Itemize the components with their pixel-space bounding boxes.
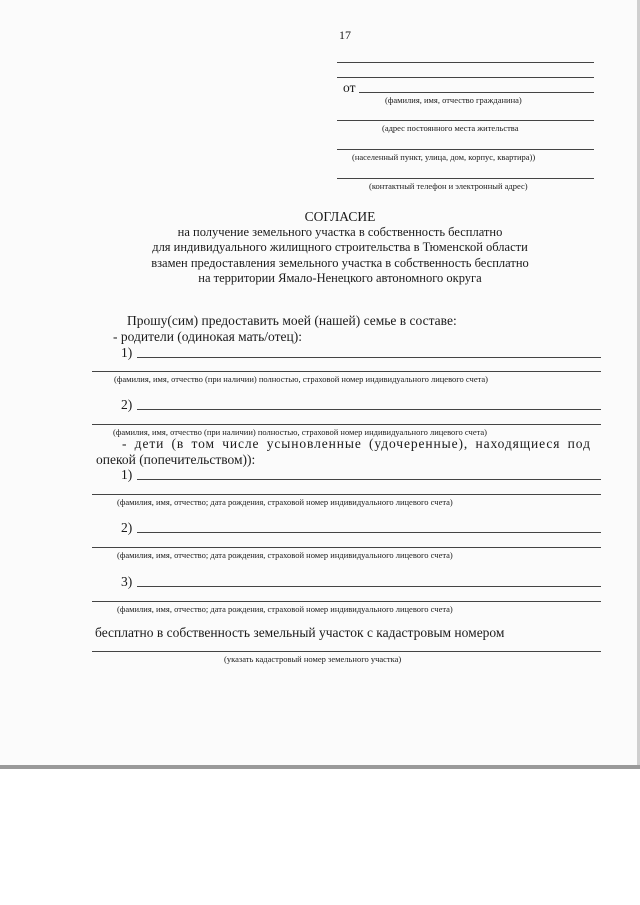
- child-1-line: [137, 479, 601, 480]
- cadastral-line: [92, 651, 601, 652]
- title-line: взамен предоставления земельного участка в собственность бесплатно: [151, 255, 529, 270]
- from-label: от: [343, 80, 356, 95]
- children-label-line-2: опекой (попечительством)):: [96, 452, 256, 467]
- child-3-number: 3): [121, 574, 133, 589]
- child-3-line: [137, 586, 601, 587]
- header-line-locality: [337, 149, 594, 150]
- header-line-fio: [359, 92, 594, 93]
- caption-address: (адрес постоянного места жительства: [382, 123, 519, 133]
- header-line-2: [337, 77, 594, 78]
- children-label-line-1: - дети (в том числе усыновленные (удочеренные), находящиеся под: [122, 436, 591, 451]
- title-line: на получение земельного участка в собственность бесплатно: [177, 224, 503, 239]
- child-3-line-2: [92, 601, 601, 602]
- title-line: на территории Ямало-Ненецкого автономного округа: [198, 271, 482, 285]
- parents-label: - родители (одинокая мать/отец):: [113, 329, 302, 344]
- parent-2-caption: (фамилия, имя, отчество (при наличии) полностью, страховой номер индивидуального лицевого счета): [113, 427, 488, 437]
- cadastral-text: бесплатно в собственность земельный участок с кадастровым номером: [95, 625, 505, 640]
- document-title: [60, 209, 620, 287]
- parent-1-caption: (фамилия, имя, отчество (при наличии) полностью, страховой номер индивидуального лицевого счета): [114, 374, 489, 384]
- parent-2-number: 2): [121, 397, 133, 412]
- child-2-line: [137, 532, 601, 533]
- header-line-1: [337, 62, 594, 63]
- parent-1-number: 1): [121, 345, 133, 360]
- parent-1-line-2: [92, 371, 601, 372]
- child-2-number: 2): [121, 520, 133, 535]
- child-1-caption: (фамилия, имя, отчество; дата рождения, страховой номер индивидуального лицевого счета): [117, 497, 453, 507]
- page-number: 17: [339, 28, 351, 42]
- title-heading: СОГЛАСИЕ: [304, 209, 376, 224]
- caption-locality: (населенный пункт, улица, дом, корпус, квартира)): [352, 152, 536, 162]
- child-3-caption: (фамилия, имя, отчество; дата рождения, страховой номер индивидуального лицевого счета): [117, 604, 453, 614]
- parent-2-line-2: [92, 424, 601, 425]
- child-1-line-2: [92, 494, 601, 495]
- title-line: для индивидуального жилищного строительства в Тюменской области: [152, 240, 528, 254]
- parent-2-line: [137, 409, 601, 410]
- cadastral-caption: (указать кадастровый номер земельного участка): [224, 654, 402, 664]
- header-line-contacts: [337, 178, 594, 179]
- request-text: Прошу(сим) предоставить моей (нашей) семье в составе:: [127, 313, 457, 328]
- caption-fio: (фамилия, имя, отчество гражданина): [385, 95, 522, 105]
- parent-1-line: [137, 357, 601, 358]
- header-line-address: [337, 120, 594, 121]
- caption-contacts: (контактный телефон и электронный адрес): [369, 181, 528, 191]
- child-2-line-2: [92, 547, 601, 548]
- child-2-caption: (фамилия, имя, отчество; дата рождения, страховой номер индивидуального лицевого счета): [117, 550, 453, 560]
- child-1-number: 1): [121, 467, 133, 482]
